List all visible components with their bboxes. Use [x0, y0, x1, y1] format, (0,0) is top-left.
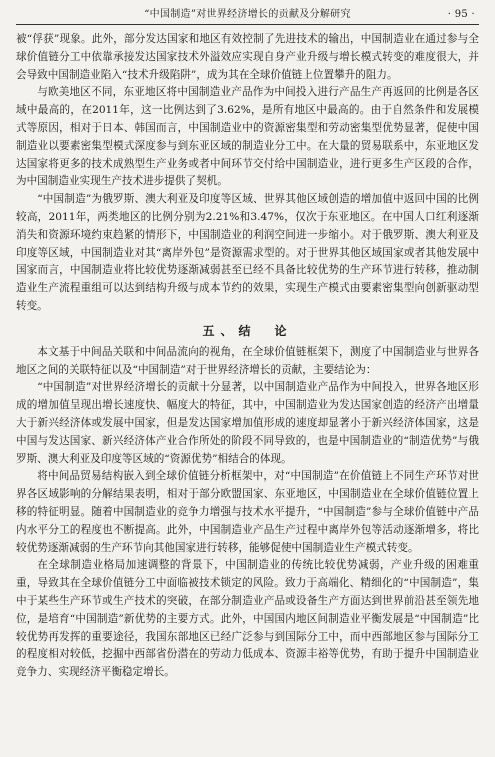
paragraph: 将中间品贸易结构嵌入到全球价值链分析框架中，对“中国制造”在价值链上不同生产环节对世界各区域影响的分解结果表明，相对于部分欧盟国家、东亚地区，中国制造业在全球价值链位置上移的特征明显。随着中国制造业的竞争力增强与技术水平提升，“中国制造”参与全球价值链中产品内水平分工的程度也不断提高。此外，中国制造业产品生产过程中离岸外包等活动逐渐增多，将比较优势逐渐减弱的生产环节向其他国家进行转移，能够促使中国制造业生产模式转变。 — [16, 470, 479, 554]
paragraph: 与欧美地区不同，东亚地区将中国制造业产品作为中间投入进行产品生产再返回的比例是各区域中最高的，在2011年，这一比例达到了3.62%，是所有地区中最高的。由于自然条件和发展模式等原因，相对于日本、韩国而言，中国制造业中的资源密集型和劳动密集型优势显著，促使中国制造业以要素密集型模式深度参与到东亚区域的制造业分工中。在大量的贸易联系中，东亚地区发达国家将更多的技术成熟型生产业务或者中间环节交付给中国制造业，进行更多生产区段的合作，为中国制造业实现生产技术进步提供了契机。 — [16, 86, 479, 188]
running-header — [16, 6, 479, 25]
paragraph: “中国制造”为俄罗斯、澳大利亚及印度等区域、世界其他区域创造的增加值中返回中国的比例较高，2011年，两类地区的比例分别为2.21%和3.47%，仅次于东亚地区。在中国人口红利逐渐消失和资源环境约束趋紧的情形下，中国制造业的利润空间进一步缩小。对于俄罗斯、澳大利亚及印度等区域，中国制造业对其“离岸外包”是资源需求型的。对于世界其他区域国家或者其他发展中国家而言，中国制造业将比较优势逐渐减弱甚至已经不具备比较优势的生产环节进行转移，推动制造业生产流程重组可以达到结构升级与成本节约的效果，实现生产模式由要素密集型向创新驱动型转变。 — [16, 193, 479, 312]
body-text — [16, 31, 479, 682]
paragraph: “中国制造”对世界经济增长的贡献十分显著，以中国制造业产品作为中间投入，世界各地区形成的增加值呈现出增长速度快、幅度大的特征，其中，中国制造业为发达国家创造的经济产出增量大于新兴经济体或发展中国家，但是发达国家增加值形成的速度却显著小于新兴经济体国家，这是中国与发达国家、新兴经济体产业合作所处的阶段不同导致的，也是中国制造业的“制造优势”与俄罗斯、澳大利亚及印度等区域的“资源优势”相结合的体现。 — [16, 381, 479, 465]
paragraph: 在全球制造业格局加速调整的背景下，中国制造业的传统比较优势减弱，产业升级的困难重重，导致其在全球价值链分工中面临被技术锁定的风险。致力于高端化、精细化的“中国制造”，集中于某些生产环节或生产技术的突破，在部分制造业产品或设备生产方面达到世界前沿甚至领先地位，是培育“中国制造”新优势的主要方式。此外，中国国内地区间制造业平衡发展是“中国制造”比较优势再发挥的重要途径，我国东部地区已经广泛参与到国际分工中，而中西部地区参与国际分工的程度相对较低，挖掘中西部省份潜在的劳动力低成本、资源丰裕等优势，有助于提升中国制造业竞争力、实现经济平衡稳定增长。 — [16, 559, 479, 679]
paragraph: 本文基于中间品关联和中间品流向的视角，在全球价值链框架下，测度了中国制造业与世界各地区之间的关联特征以及“中国制造”对于世界经济增长的贡献，主要结论为： — [16, 345, 479, 376]
page-number: · 95 · — [447, 9, 475, 20]
paragraph: 被“俘获”现象。此外，部分发达国家和地区有效控制了先进技术的输出，中国制造业在通过参与全球价值链分工中依靠承接发达国家技术外溢效应实现自身产业升级与增长模式转变的难度很大，并会导致中国制造业陷入“技术升级陷阱”，成为其在全球价值链上位置攀升的阻力。 — [16, 33, 479, 81]
section-heading: 五、结 论 — [202, 323, 293, 338]
running-title: “中国制造”对世界经济增长的贡献及分解研究 — [144, 9, 351, 20]
